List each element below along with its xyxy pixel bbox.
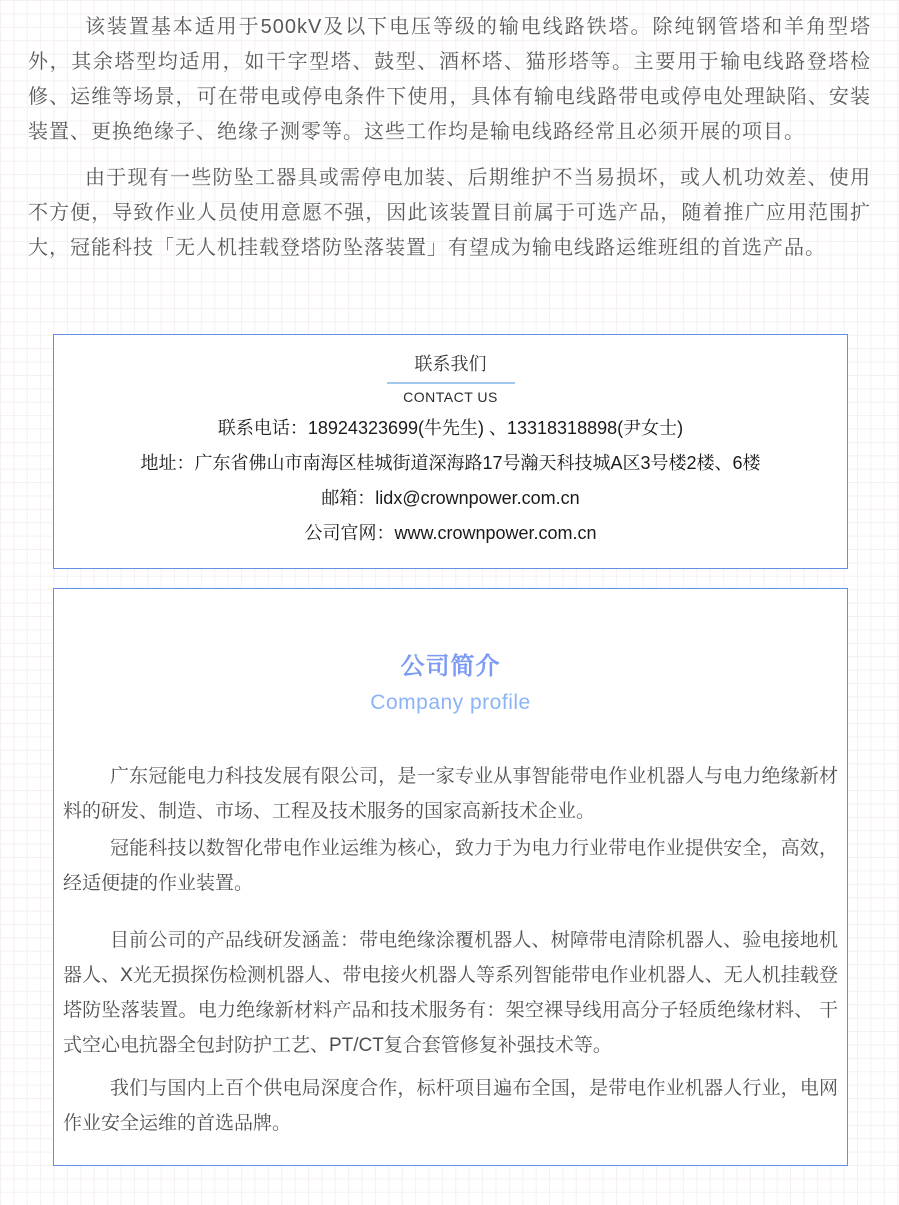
- contact-address-line: 地址：广东省佛山市南海区桂城街道深海路17号瀚天科技城A区3号楼2楼、6楼: [140, 453, 761, 473]
- contact-email-line: 邮箱：lidx@crownpower.com.cn: [321, 488, 580, 508]
- company-paragraph-2: 冠能科技以数智化带电作业运维为核心，致力于为电力行业带电作业提供安全，高效，经适便捷的作业装置。: [63, 838, 838, 894]
- company-profile-body: [63, 759, 838, 1141]
- company-profile-subtitle: Company profile: [370, 691, 531, 714]
- company-paragraph-1: 广东冠能电力科技发展有限公司，是一家专业从事智能带电作业机器人与电力绝缘新材料的研发、制造、市场、工程及技术服务的国家高新技术企业。: [63, 766, 838, 822]
- company-paragraph-4: 我们与国内上百个供电局深度合作，标杆项目遍布全国，是带电作业机器人行业，电网作业安全运维的首选品牌。: [63, 1078, 838, 1134]
- intro-paragraph-2: 由于现有一些防坠工器具或需停电加装、后期维护不当易损坏，或人机功效差、使用不方便，导致作业人员使用意愿不强，因此该装置目前属于可选产品，随着推广应用范围扩大，冠能科技「无人机挂载登塔防坠落装置」有望成为输电线路运维班组的首选产品。: [28, 167, 871, 259]
- contact-card: [53, 334, 848, 569]
- company-paragraph-3: 目前公司的产品线研发涵盖：带电绝缘涂覆机器人、树障带电清除机器人、验电接地机器人、X光无损探伤检测机器人、带电接火机器人等系列智能带电作业机器人、无人机挂载登塔防坠落装置。电力绝缘新材料产品和技术服务有：架空裸导线用高分子轻质绝缘材料、 干式空心电抗器全包封防护工艺、PT/CT复合套管修复补强技术等。: [63, 930, 838, 1056]
- contact-title-underline-divider: [387, 382, 515, 384]
- company-profile-title: 公司简介: [400, 653, 501, 680]
- intro-paragraph-1: 该装置基本适用于500kV及以下电压等级的输电线路铁塔。除纯钢管塔和羊角型塔外，其余塔型均适用，如干字型塔、鼓型、酒杯塔、猫形塔等。主要用于输电线路登塔检修、运维等场景，可在带电或停电条件下使用，具体有输电线路带电或停电处理缺陷、安装装置、更换绝缘子、绝缘子测零等。这些工作均是输电线路经常且必须开展的项目。: [28, 16, 871, 143]
- contact-website-line: 公司官网：www.crownpower.com.cn: [304, 523, 597, 543]
- company-profile-card: [53, 588, 848, 1166]
- contact-title: 联系我们: [414, 354, 487, 374]
- contact-phone-line: 联系电话：18924323699(牛先生) 、13318318898(尹女士): [217, 418, 684, 438]
- intro-section: [0, 0, 899, 266]
- contact-subtitle: CONTACT US: [403, 389, 498, 405]
